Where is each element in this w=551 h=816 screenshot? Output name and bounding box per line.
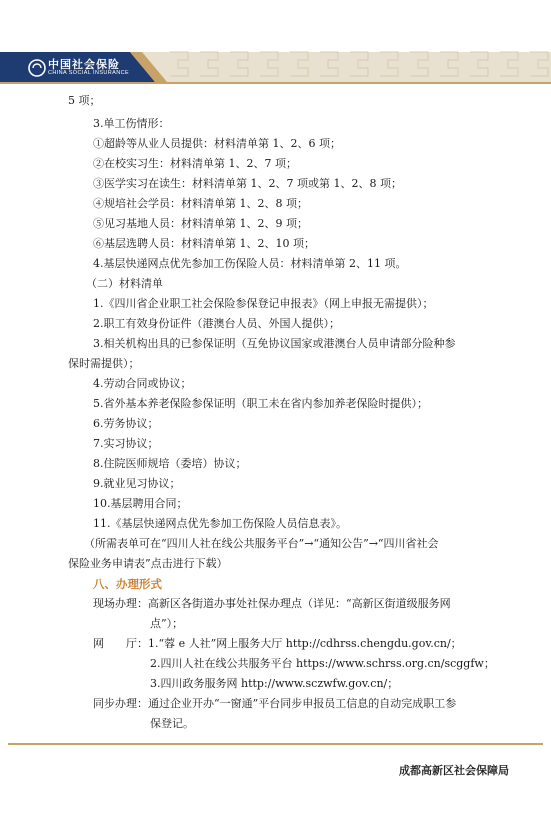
text-line: 1.《四川省企业职工社会保险参保登记申报表》（网上申报无需提供）； <box>93 297 434 310</box>
logo-cn: 中国社会保险 <box>48 58 120 71</box>
text-line: 3.单工伤情形： <box>93 117 170 130</box>
text-line: 9.就业见习协议； <box>93 477 181 490</box>
text-line: （所需表单可在“四川人社在线公共服务平台”→“通知公告”→“四川省社会 <box>84 537 439 550</box>
text-line: 网 厅：1.“蓉 e 人社”网上服务大厅 http://cdhrss.chengdu.gov.cn/； <box>93 637 462 650</box>
text-line: 11.《基层快递网点优先参加工伤保险人员信息表》。 <box>93 517 347 530</box>
text-line: 7.实习协议； <box>93 437 159 450</box>
footer-org: 成都高新区社会保障局 <box>399 764 509 777</box>
header-band <box>0 0 551 100</box>
text-line: 5 项； <box>68 94 101 107</box>
text-line: ④规培社会学员：材料清单第 1、2、8 项； <box>93 197 308 210</box>
text-line: 5.省外基本养老保险参保证明（职工未在省内参加养老保险时提供）； <box>93 397 428 410</box>
text-line: ①超龄等从业人员提供：材料清单第 1、2、6 项； <box>93 137 341 150</box>
text-line: ⑥基层选聘人员：材料清单第 1、2、10 项； <box>93 237 315 250</box>
text-line: ②在校实习生：材料清单第 1、2、7 项； <box>93 157 297 170</box>
text-line: 6.劳务协议； <box>93 417 159 430</box>
text-line: 10.基层聘用合同； <box>93 497 188 510</box>
text-line: 现场办理：高新区各街道办事处社保办理点（详见：“高新区街道级服务网 <box>93 597 451 610</box>
section-heading: 八、办理形式 <box>93 577 162 591</box>
section-heading: （二）材料清单 <box>86 277 163 290</box>
text-line: 3.相关机构出具的已参保证明（互免协议国家或港澳台人员申请部分险种参 <box>93 337 456 350</box>
footer-rule <box>8 743 543 745</box>
logo <box>22 55 162 83</box>
text-line: 保登记。 <box>150 717 194 730</box>
text-line: 4.基层快递网点优先参加工伤保险人员：材料清单第 2、11 项。 <box>93 257 407 270</box>
logo-en: CHINA SOCIAL INSURANCE <box>48 70 130 76</box>
text-line: ⑤见习基地人员：材料清单第 1、2、9 项； <box>93 217 308 230</box>
text-line: 保时需提供）； <box>68 357 140 370</box>
text-line: 2.四川人社在线公共服务平台 https://www.schrss.org.cn/scggfw； <box>150 657 495 670</box>
text-line: 8.住院医师规培（委培）协议； <box>93 457 247 470</box>
text-line: 同步办理：通过企业开办“一窗通”平台同步申报员工信息的自动完成职工参 <box>93 697 457 710</box>
text-line: 保险业务申请表”点击进行下载） <box>68 557 228 570</box>
text-line: 2.职工有效身份证件（港澳台人员、外国人提供）； <box>93 317 340 330</box>
text-line: ③医学实习在读生：材料清单第 1、2、7 项或第 1、2、8 项； <box>93 177 402 190</box>
text-line: 点”）； <box>150 617 184 630</box>
text-line: 4.劳动合同或协议； <box>93 377 192 390</box>
text-line: 3.四川政务服务网 http://www.sczwfw.gov.cn/； <box>150 677 399 690</box>
page-header <box>0 0 551 100</box>
